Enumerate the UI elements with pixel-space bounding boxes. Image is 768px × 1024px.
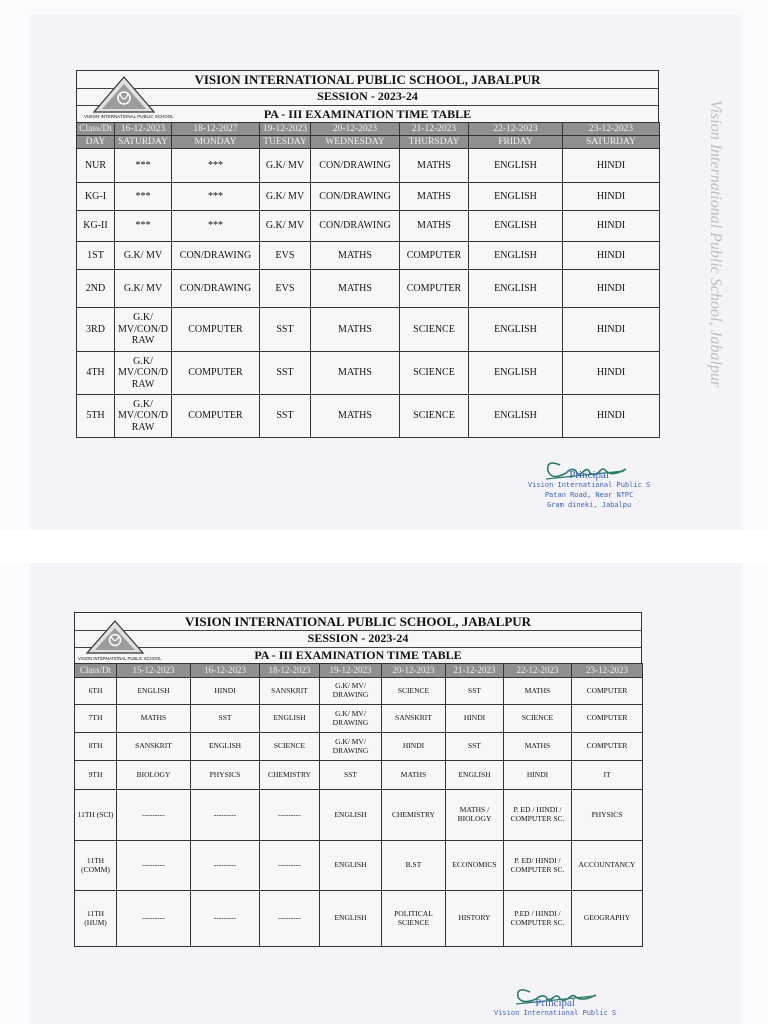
subject-cell: ACCOUNTANCY xyxy=(572,841,643,891)
subject-cell: --------- xyxy=(191,891,260,947)
exam-title: PA - III EXAMINATION TIME TABLE xyxy=(263,107,472,121)
subject-cell: ENGLISH xyxy=(469,352,563,395)
stamp-line: Vision International Public S xyxy=(528,481,651,489)
column-header: 19-12-2023 xyxy=(260,123,311,136)
subject-cell: MATHS xyxy=(400,149,469,183)
table-row xyxy=(75,678,643,705)
subject-cell: G.K/ MV/CON/D RAW xyxy=(115,308,172,352)
subject-cell: ENGLISH xyxy=(320,841,382,891)
table-row xyxy=(77,242,660,270)
column-header: MONDAY xyxy=(172,136,260,149)
column-header: SATURDAY xyxy=(563,136,660,149)
column-header: 21-12-2023 xyxy=(400,123,469,136)
class-cell: 8TH xyxy=(75,733,117,761)
subject-cell: ENGLISH xyxy=(117,678,191,705)
table-row xyxy=(77,211,660,242)
subject-cell: *** xyxy=(172,149,260,183)
subject-cell: *** xyxy=(115,149,172,183)
subject-cell: ENGLISH xyxy=(469,242,563,270)
table-row xyxy=(77,270,660,308)
table-row xyxy=(75,841,643,891)
subject-cell: MATHS xyxy=(504,678,572,705)
subject-cell: POLITICAL SCIENCE xyxy=(382,891,446,947)
subject-cell: EVS xyxy=(260,242,311,270)
subject-cell: ENGLISH xyxy=(320,891,382,947)
class-cell: 9TH xyxy=(75,761,117,790)
subject-cell: *** xyxy=(115,183,172,211)
subject-cell: --------- xyxy=(191,790,260,841)
subject-cell: --------- xyxy=(191,841,260,891)
subject-cell: --------- xyxy=(117,841,191,891)
column-header: 18-12-2027 xyxy=(172,123,260,136)
subject-cell: CON/DRAWING xyxy=(172,270,260,308)
class-cell: 2ND xyxy=(77,270,115,308)
subject-cell: MATHS xyxy=(382,761,446,790)
subject-cell: G.K/ MV xyxy=(115,242,172,270)
subject-cell: G.K/ MV/ DRAWING xyxy=(320,733,382,761)
subject-cell: G.K/ MV xyxy=(115,270,172,308)
column-header: 18-12-2023 xyxy=(260,664,320,678)
column-header: 16-12-2023 xyxy=(191,664,260,678)
class-cell: 4TH xyxy=(77,352,115,395)
subject-cell: SST xyxy=(320,761,382,790)
subject-cell: MATHS xyxy=(311,395,400,438)
subject-cell: PHYSICS xyxy=(191,761,260,790)
subject-cell: *** xyxy=(115,211,172,242)
column-header: 23-12-2023 xyxy=(572,664,643,678)
column-header: FRIDAY xyxy=(469,136,563,149)
subject-cell: CON/DRAWING xyxy=(311,183,400,211)
subject-cell: CON/DRAWING xyxy=(311,211,400,242)
subject-cell: --------- xyxy=(117,891,191,947)
subject-cell: G.K/ MV xyxy=(260,149,311,183)
subject-cell: BIOLOGY xyxy=(117,761,191,790)
subject-cell: P. ED/ HINDI / COMPUTER SC. xyxy=(504,841,572,891)
column-header: 23-12-2023 xyxy=(563,123,660,136)
principal-stamp xyxy=(494,998,616,1018)
column-header: WEDNESDAY xyxy=(311,136,400,149)
subject-cell: --------- xyxy=(117,790,191,841)
subject-cell: --------- xyxy=(260,891,320,947)
subject-cell: COMPUTER xyxy=(172,308,260,352)
table-row xyxy=(75,761,643,790)
column-header: SATURDAY xyxy=(115,136,172,149)
class-cell: KG-II xyxy=(77,211,115,242)
subject-cell: SANSKRIT xyxy=(260,678,320,705)
page-gap xyxy=(0,530,768,563)
logo-caption: VISION INTERNATIONAL PUBLIC SCHOOL xyxy=(84,114,174,119)
school-name: VISION INTERNATIONAL PUBLIC SCHOOL, JABALPUR xyxy=(77,71,658,89)
subject-cell: ENGLISH xyxy=(191,733,260,761)
class-cell: 3RD xyxy=(77,308,115,352)
school-name: VISION INTERNATIONAL PUBLIC SCHOOL, JABALPUR xyxy=(75,613,641,631)
class-cell: KG-I xyxy=(77,183,115,211)
class-cell: 11TH (COMM) xyxy=(75,841,117,891)
subject-cell: B.ST xyxy=(382,841,446,891)
subject-cell: SCIENCE xyxy=(400,352,469,395)
subject-cell: ENGLISH xyxy=(469,270,563,308)
subject-cell: SCIENCE xyxy=(260,733,320,761)
subject-cell: SANSKRIT xyxy=(117,733,191,761)
header-row xyxy=(77,123,660,136)
table-row xyxy=(77,308,660,352)
subject-cell: COMPUTER xyxy=(572,733,643,761)
header-row xyxy=(75,664,643,678)
logo-caption: VISION INTERNATIONAL PUBLIC SCHOOL xyxy=(78,656,162,661)
subject-cell: MATHS xyxy=(311,352,400,395)
subject-cell: G.K/ MV xyxy=(260,211,311,242)
class-cell: 11TH (SCI) xyxy=(75,790,117,841)
subject-cell: COMPUTER xyxy=(572,705,643,733)
subject-cell: SST xyxy=(260,395,311,438)
subject-cell: COMPUTER xyxy=(172,352,260,395)
subject-cell: HINDI xyxy=(563,352,660,395)
column-header: 19-12-2023 xyxy=(320,664,382,678)
subject-cell: IT xyxy=(572,761,643,790)
subject-cell: COMPUTER xyxy=(172,395,260,438)
principal-stamp xyxy=(528,470,650,510)
subject-cell: P. ED / HINDI / COMPUTER SC. xyxy=(504,790,572,841)
subject-cell: HINDI xyxy=(504,761,572,790)
column-header: 15-12-2023 xyxy=(117,664,191,678)
table-row xyxy=(77,149,660,183)
subject-cell: HINDI xyxy=(563,211,660,242)
subject-cell: MATHS xyxy=(400,211,469,242)
table-row xyxy=(77,352,660,395)
subject-cell: HINDI xyxy=(563,183,660,211)
principal-title: Principal xyxy=(569,469,609,481)
table-row xyxy=(75,790,643,841)
subject-cell: SCIENCE xyxy=(400,395,469,438)
subject-cell: G.K/ MV/ DRAWING xyxy=(320,705,382,733)
subject-cell: G.K/ MV/CON/D RAW xyxy=(115,395,172,438)
subject-cell: HINDI xyxy=(563,395,660,438)
subject-cell: CON/DRAWING xyxy=(311,149,400,183)
stamp-line: Vision International Public S xyxy=(494,1009,617,1017)
subject-cell: COMPUTER xyxy=(400,270,469,308)
subject-cell: MATHS xyxy=(400,183,469,211)
margin-bleed-text: Vision International Public School, Jabalpur xyxy=(707,100,724,388)
subject-cell: COMPUTER xyxy=(400,242,469,270)
row-label-header: Class/Dt xyxy=(77,123,115,136)
row-label-header: DAY xyxy=(77,136,115,149)
subject-cell: SST xyxy=(191,705,260,733)
subject-cell: HISTORY xyxy=(446,891,504,947)
table-row xyxy=(75,891,643,947)
column-header: 21-12-2023 xyxy=(446,664,504,678)
stamp-line: Gram dineki, Jabalpu xyxy=(546,501,632,509)
subject-cell: HINDI xyxy=(382,733,446,761)
subject-cell: MATHS xyxy=(311,242,400,270)
subject-cell: ENGLISH xyxy=(260,705,320,733)
subject-cell: *** xyxy=(172,211,260,242)
subject-cell: GEOGRAPHY xyxy=(572,891,643,947)
subject-cell: SST xyxy=(260,308,311,352)
subject-cell: ENGLISH xyxy=(320,790,382,841)
subject-cell: ENGLISH xyxy=(469,211,563,242)
subject-cell: HINDI xyxy=(563,270,660,308)
column-header: 16-12-2023 xyxy=(115,123,172,136)
column-header: 22-12-2023 xyxy=(504,664,572,678)
table-row xyxy=(77,183,660,211)
stamp-line: Patan Road, Near NTPC xyxy=(544,491,634,499)
subject-cell: SCIENCE xyxy=(400,308,469,352)
subject-cell: ENGLISH xyxy=(469,149,563,183)
header-row xyxy=(77,136,660,149)
subject-cell: --------- xyxy=(260,790,320,841)
subject-cell: SST xyxy=(446,678,504,705)
subject-cell: G.K/ MV/ DRAWING xyxy=(320,678,382,705)
subject-cell: *** xyxy=(172,183,260,211)
subject-cell: CHEMISTRY xyxy=(382,790,446,841)
column-header: 20-12-2023 xyxy=(382,664,446,678)
subject-cell: ECONOMICS xyxy=(446,841,504,891)
class-cell: 6TH xyxy=(75,678,117,705)
subject-cell: HINDI xyxy=(563,149,660,183)
subject-cell: SCIENCE xyxy=(382,678,446,705)
subject-cell: CHEMISTRY xyxy=(260,761,320,790)
subject-cell: MATHS xyxy=(117,705,191,733)
subject-cell: MATHS xyxy=(311,308,400,352)
subject-cell: HINDI xyxy=(191,678,260,705)
column-header: 22-12-2023 xyxy=(469,123,563,136)
subject-cell: HINDI xyxy=(563,308,660,352)
table-row xyxy=(75,733,643,761)
subject-cell: PHYSICS xyxy=(572,790,643,841)
session-label: SESSION - 2023-24 xyxy=(75,630,641,648)
subject-cell: EVS xyxy=(260,270,311,308)
row-label-header: Class/Dt xyxy=(75,664,117,678)
subject-cell: --------- xyxy=(260,841,320,891)
class-cell: NUR xyxy=(77,149,115,183)
class-cell: 7TH xyxy=(75,705,117,733)
column-header: TUESDAY xyxy=(260,136,311,149)
column-header: 20-12-2023 xyxy=(311,123,400,136)
exam-timetable-senior xyxy=(74,663,643,947)
principal-title: Principal xyxy=(535,997,575,1009)
subject-cell: ENGLISH xyxy=(469,395,563,438)
table-row xyxy=(75,705,643,733)
subject-cell: ENGLISH xyxy=(469,183,563,211)
table-row xyxy=(77,395,660,438)
subject-cell: G.K/ MV/CON/D RAW xyxy=(115,352,172,395)
subject-cell: MATHS / BIOLOGY xyxy=(446,790,504,841)
subject-cell: SST xyxy=(260,352,311,395)
exam-timetable-primary xyxy=(76,122,660,438)
subject-cell: ENGLISH xyxy=(469,308,563,352)
subject-cell: MATHS xyxy=(504,733,572,761)
subject-cell: SST xyxy=(446,733,504,761)
class-cell: 1ST xyxy=(77,242,115,270)
session-label: SESSION - 2023-24 xyxy=(77,88,658,106)
class-cell: 11TH (HUM) xyxy=(75,891,117,947)
subject-cell: ENGLISH xyxy=(446,761,504,790)
exam-title: PA - III EXAMINATION TIME TABLE xyxy=(254,648,462,662)
subject-cell: HINDI xyxy=(563,242,660,270)
subject-cell: MATHS xyxy=(311,270,400,308)
subject-cell: SANSKRIT xyxy=(382,705,446,733)
subject-cell: P.ED / HINDI / COMPUTER SC. xyxy=(504,891,572,947)
subject-cell: G.K/ MV xyxy=(260,183,311,211)
subject-cell: SCIENCE xyxy=(504,705,572,733)
subject-cell: HINDI xyxy=(446,705,504,733)
class-cell: 5TH xyxy=(77,395,115,438)
subject-cell: COMPUTER xyxy=(572,678,643,705)
column-header: THURSDAY xyxy=(400,136,469,149)
subject-cell: CON/DRAWING xyxy=(172,242,260,270)
